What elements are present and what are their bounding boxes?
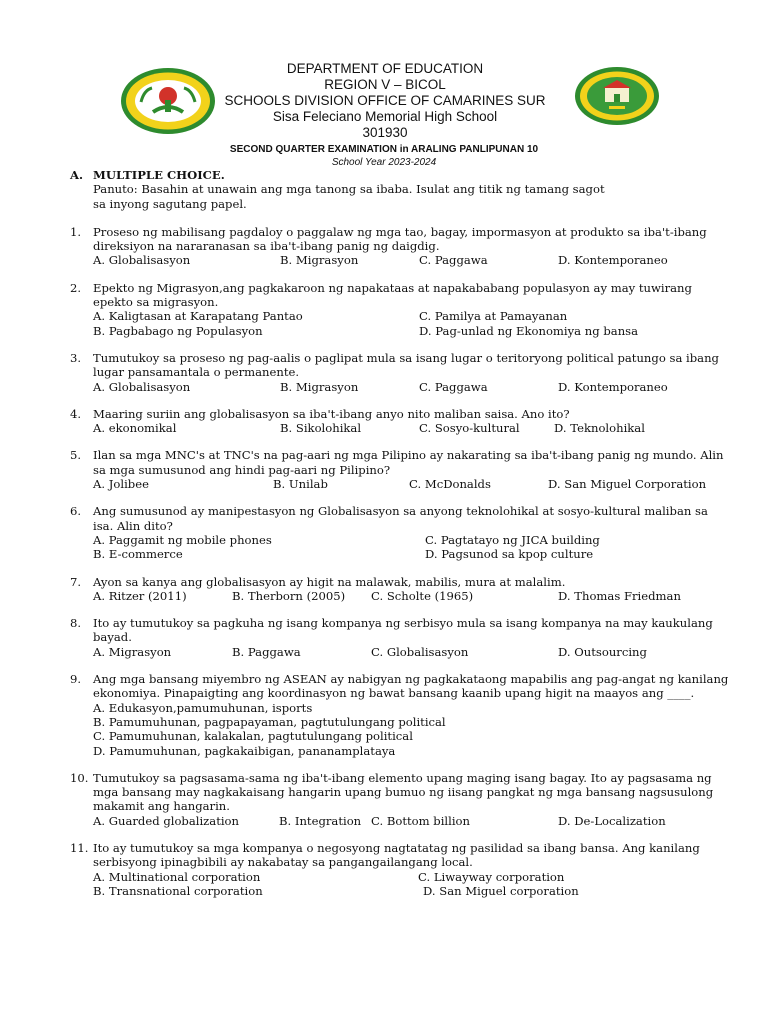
question-1 [70,225,730,268]
question-11 [70,841,730,898]
option-b[interactable]: B. Pamumuhunan, pagpapayaman, pagtutulungang political [93,714,446,729]
option-a[interactable]: A. ekonomikal [93,421,177,436]
options [93,533,730,562]
question-10 [70,771,730,828]
question-stem: Ayon sa kanya ang globalisasyon ay higit na malawak, mabilis, mura at malalim. [93,574,566,589]
question-stem: Epekto ng Migrasyon,ang pagkakaroon ng napakataas at napakababang populasyon ay may tuwirang epekto sa migrasyon. [93,280,692,310]
question-stem: Tumutukoy sa pagsasama-sama ng iba't-ibang elemento upang maging isang bagay. Ito ay pagsasama ng mga bansang may nagkakaisang hangarin upang bumuo ng iisang pangkat ng mga bansang nagsusulong makamit ang hangarin. [93,770,714,814]
question-number: 3. [70,350,82,365]
options [93,380,730,394]
section-letter: A. [70,168,84,182]
option-d[interactable]: D. San Miguel Corporation [548,477,707,492]
options [93,477,730,491]
instructions-line-2: sa inyong sagutang papel. [93,196,247,211]
question-8 [70,616,730,659]
question-9 [70,672,730,758]
division-name: SCHOOLS DIVISION OFFICE OF CAMARINES SUR [224,93,546,108]
option-c[interactable]: C. Paggawa [419,379,488,394]
option-c[interactable]: C. Paggawa [419,253,488,268]
option-b[interactable]: B. Migrasyon [280,253,359,268]
option-a[interactable]: A. Globalisasyon [93,253,191,268]
options [93,645,730,659]
option-a[interactable]: A. Multinational corporation [93,869,261,884]
option-b[interactable]: B. Migrasyon [280,379,359,394]
option-d[interactable]: D. Pagsunod sa kpop culture [425,547,594,562]
question-stem: Maaring suriin ang globalisasyon sa iba't-ibang anyo nito maliban saisa. Ano ito? [93,406,570,421]
school-year: School Year 2023-2024 [331,157,437,168]
option-b[interactable]: B. Integration [279,813,362,828]
section-heading [70,168,730,182]
letterhead [0,61,768,169]
option-d[interactable]: D. Pag-unlad ng Ekonomiya ng bansa [419,323,639,338]
question-stem: Ito ay tumutukoy sa mga kompanya o negosyong nagtatatag ng pasilidad sa ibang bansa. Ang kanilang serbisyong ipinagbibili ay nakabatay sa pangangailangang local. [93,840,700,870]
option-c[interactable]: C. Bottom billion [371,813,471,828]
question-number: 1. [70,224,82,239]
options [93,589,730,603]
option-a[interactable]: A. Migrasyon [93,644,172,659]
question-number: 2. [70,280,82,295]
question-stem: Ang mga bansang miyembro ng ASEAN ay nabigyan ng pagkakataong mapabilis ang pag-angat ng kanilang ekonomiya. Pinapaigting ang koordinasyon ng bawat bansang kaanib upang higit na maayos ang ____. [93,672,729,701]
exam-title: SECOND QUARTER EXAMINATION in ARALING PANLIPUNAN 10 [229,144,539,155]
question-number: 9. [70,672,82,687]
option-a[interactable]: A. Paggamit ng mobile phones [93,532,272,547]
option-c[interactable]: C. Sosyo-kultural [419,421,520,436]
question-number: 4. [70,406,82,421]
question-number: 7. [70,574,82,589]
options [93,870,730,899]
option-a[interactable]: A. Ritzer (2011) [93,588,187,603]
option-c[interactable]: C. Pamumuhunan, kalakalan, pagtutulungang political [93,729,413,744]
question-2 [70,281,730,338]
question-stem: Ang sumusunod ay manipestasyon ng Globalisasyon sa anyong teknolohikal at sosyo-kultural maliban sa isa. Alin dito? [93,504,708,533]
option-b[interactable]: B. Pagbabago ng Populasyon [93,323,263,338]
option-c[interactable]: C. McDonalds [409,477,491,492]
school-id: 301930 [362,125,408,140]
question-number: 5. [70,448,82,463]
question-number: 10. [70,770,89,785]
option-a[interactable]: A. Guarded globalization [93,813,240,828]
question-3 [70,351,730,394]
exam-content [70,168,730,898]
option-d[interactable]: D. De-Localization [558,813,666,828]
option-b[interactable]: B. Transnational corporation [93,883,263,898]
region-name: REGION V – BICOL [324,77,446,92]
section-title: MULTIPLE CHOICE. [93,168,225,182]
question-number: 8. [70,616,82,631]
option-d[interactable]: D. Kontemporaneo [558,379,668,394]
option-b[interactable]: B. Sikolohikal [280,421,362,436]
option-c[interactable]: C. Pagtatayo ng JICA building [425,532,600,547]
options [93,701,730,758]
options [93,814,730,828]
option-b[interactable]: B. E-commerce [93,547,183,562]
options [93,421,730,435]
option-d[interactable]: D. Kontemporaneo [558,253,668,268]
question-stem: Tumutukoy sa proseso ng pag-aalis o paglipat mula sa isang lugar o teritoryong political patungo sa ibang lugar pansamantala o permanente. [93,350,719,380]
option-b[interactable]: B. Paggawa [232,644,301,659]
question-5 [70,448,730,491]
option-d[interactable]: D. Thomas Friedman [558,588,681,603]
option-b[interactable]: B. Unilab [273,477,328,492]
question-number: 11. [70,840,89,855]
option-b[interactable]: B. Therborn (2005) [232,588,346,603]
option-a[interactable]: A. Edukasyon,pamumuhunan, isports [93,700,313,715]
option-d[interactable]: D. Pamumuhunan, pagkakaibigan, pananamplataya [93,743,396,758]
question-7 [70,575,730,604]
option-a[interactable]: A. Kaligtasan at Karapatang Pantao [93,309,303,324]
instructions [93,182,730,211]
option-a[interactable]: A. Globalisasyon [93,379,191,394]
question-number: 6. [70,504,82,519]
option-d[interactable]: D. Outsourcing [558,644,647,659]
options [93,253,730,267]
school-name: Sisa Feleciano Memorial High School [272,109,498,124]
option-c[interactable]: C. Pamilya at Pamayanan [419,309,568,324]
question-6 [70,504,730,561]
department-name: DEPARTMENT OF EDUCATION [286,61,484,76]
option-c[interactable]: C. Scholte (1965) [371,588,474,603]
question-stem: Proseso ng mabilisang pagdaloy o paggalaw ng mga tao, bagay, impormasyon at produkto sa iba't-ibang direksiyon na nararanasan sa iba't-ibang panig ng daigdig. [93,224,707,254]
instructions-line-1: Panuto: Basahin at unawain ang mga tanong sa ibaba. Isulat ang titik ng tamang sagot [93,182,605,197]
options [93,309,730,338]
question-stem: Ilan sa mga MNC's at TNC's na pag-aari ng mga Pilipino ay nakarating sa iba't-ibang panig ng mundo. Alin sa mga sumusunod ang hindi pag-aari ng Pilipino? [93,448,724,477]
option-c[interactable]: C. Globalisasyon [371,644,469,659]
option-d[interactable]: D. San Miguel corporation [423,883,579,898]
option-a[interactable]: A. Jolibee [93,477,149,492]
question-4 [70,407,730,436]
question-stem: Ito ay tumutukoy sa pagkuha ng isang kompanya ng serbisyo mula sa isang kompanya na may kaukulang bayad. [93,616,713,645]
option-c[interactable]: C. Liwayway corporation [418,869,565,884]
option-d[interactable]: D. Teknolohikal [554,421,645,436]
